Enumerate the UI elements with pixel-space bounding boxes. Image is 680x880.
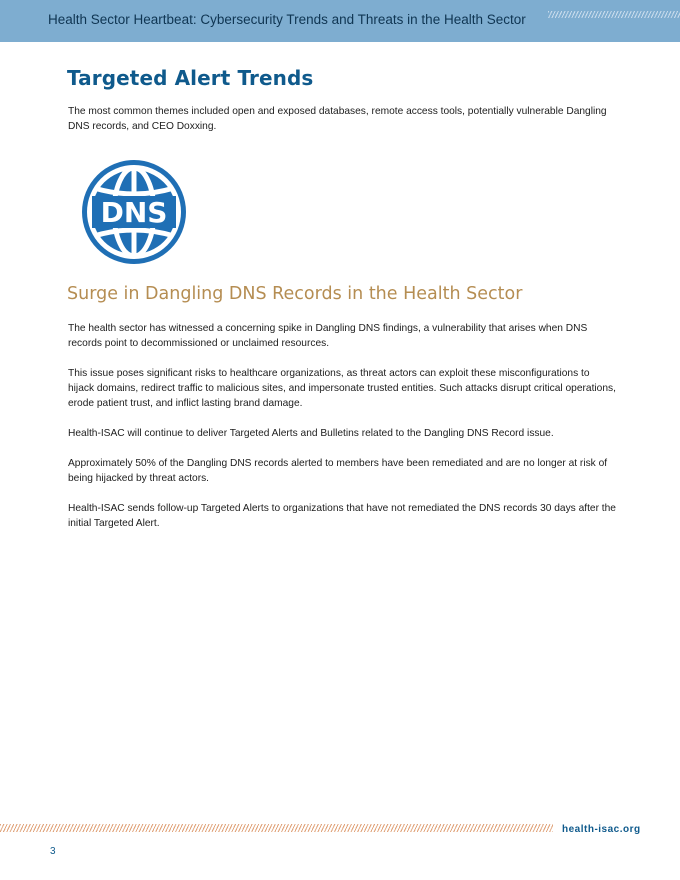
header-hatch-decoration [548,11,680,18]
page-header [0,0,680,42]
footer-hatch-decoration [0,824,553,832]
body-paragraph: Health-ISAC sends follow-up Targeted Alerts to organizations that have not remediated the DNS records 30 days after the initial Targeted Alert. [68,503,616,529]
header-title: Health Sector Heartbeat: Cybersecurity Trends and Threats in the Health Sector [48,12,526,27]
body-paragraph: This issue poses significant risks to healthcare organizations, as threat actors can exploit these misconfigurations to hijack domains, redirect traffic to malicious sites, and impersonate trusted entities. Such attacks disrupt critical operations, erode patient trust, and inflict lasting brand damage. [68,368,616,409]
footer-website-link[interactable]: health-isac.org [562,824,641,835]
body-paragraph: The health sector has witnessed a concerning spike in Dangling DNS findings, a vulnerability that arises when DNS records point to decommissioned or unclaimed resources. [68,323,588,349]
body-paragraph: Approximately 50% of the Dangling DNS records alerted to members have been remediated and are no longer at risk of being hijacked by threat actors. [68,458,608,484]
dns-globe-icon [80,160,188,264]
body-paragraph: Health-ISAC will continue to deliver Targeted Alerts and Bulletins related to the Dangling DNS Record issue. [68,428,554,439]
intro-paragraph: The most common themes included open and exposed databases, remote access tools, potentially vulnerable Dangling DNS records, and CEO Doxxing. [68,106,607,132]
page-number: 3 [50,846,56,857]
section-heading-targeted-alert-trends: Targeted Alert Trends [67,66,314,90]
dns-icon-label: DNS [100,196,168,229]
section-heading-dangling-dns: Surge in Dangling DNS Records in the Health Sector [67,284,523,304]
